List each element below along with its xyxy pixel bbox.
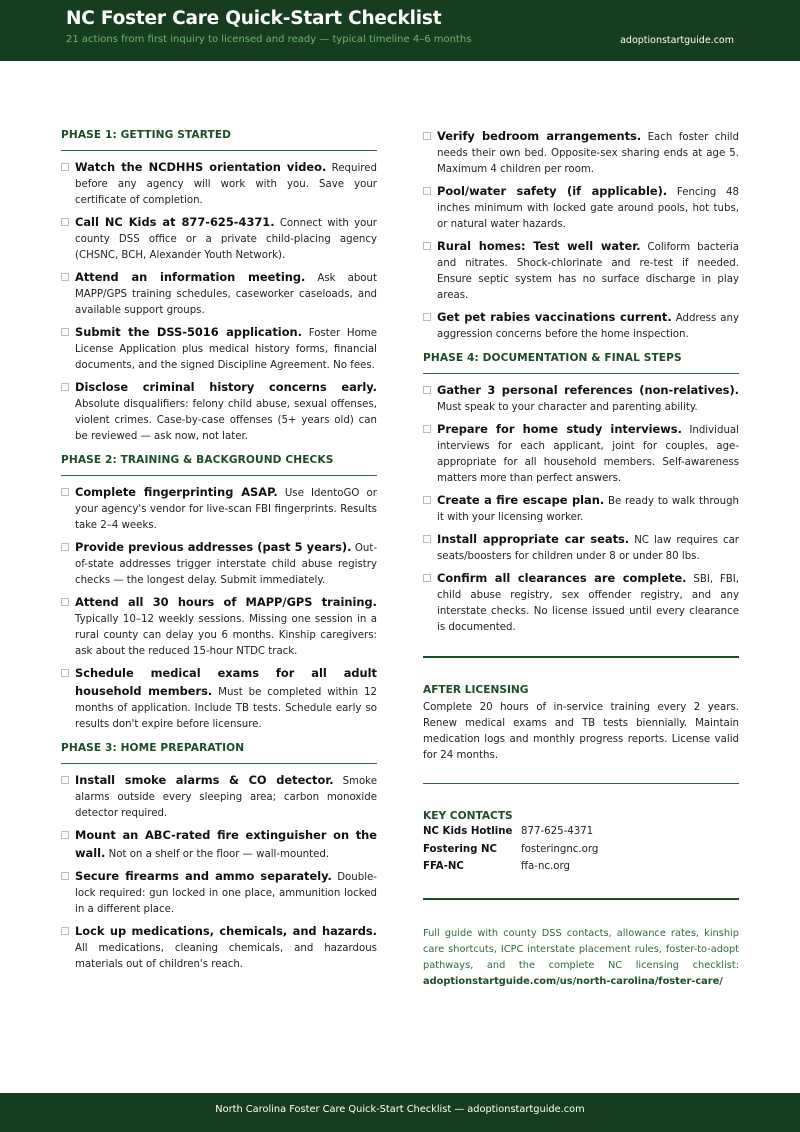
phase-1-heading: PHASE 1: GETTING STARTED bbox=[61, 126, 377, 151]
checklist-item-description: Fencing 48 inches minimum with locked gate around pools, hot tubs, or natural water hazards. bbox=[437, 187, 739, 230]
checkbox-icon[interactable] bbox=[423, 574, 431, 582]
checklist-item-title: Rural homes: Test well water. bbox=[437, 239, 641, 253]
contact-row bbox=[423, 858, 739, 876]
checklist-item-title: Gather 3 personal references (non-relatives). bbox=[437, 383, 739, 397]
checklist-item-title: Call NC Kids at 877-625-4371. bbox=[75, 215, 275, 229]
page-title: NC Foster Care Quick-Start Checklist bbox=[66, 8, 442, 29]
checklist-item-description: All medications, cleaning chemicals, and hazardous materials out of children's reach. bbox=[75, 943, 377, 970]
full-guide-text: Full guide with county DSS contacts, allowance rates, kinship care shortcuts, ICPC interstate placement rules, foster-to-adopt pathways, and the complete NC licensing checklist: bbox=[423, 927, 739, 971]
checklist-item-title: Confirm all clearances are complete. bbox=[437, 571, 687, 585]
checklist-item-description: Each foster child needs their own bed. Opposite-sex sharing ends at age 5. Maximum 4 children per room. bbox=[437, 132, 739, 175]
checklist-item bbox=[423, 309, 739, 343]
checklist-item-description: Required before any agency will work with you. Save your certificate of completion. bbox=[75, 163, 377, 206]
checklist-item-description: Be ready to walk through it with your licensing worker. bbox=[437, 496, 739, 523]
after-licensing-heading: AFTER LICENSING bbox=[423, 684, 529, 696]
checklist-item-title: Disclose criminal history concerns early. bbox=[75, 380, 377, 394]
page-subtitle: 21 actions from first inquiry to licensed and ready — typical timeline 4–6 months bbox=[66, 34, 472, 45]
checklist-item bbox=[61, 772, 377, 822]
checklist-item-description: Must speak to your character and parenting ability. bbox=[437, 402, 698, 413]
checklist-item-description: NC law requires car seats/boosters for children under 8 or under 80 lbs. bbox=[437, 535, 739, 562]
checklist-item-title: Install appropriate car seats. bbox=[437, 532, 630, 546]
checkbox-icon[interactable] bbox=[61, 488, 69, 496]
key-contacts-section bbox=[423, 810, 739, 876]
checklist-item-title: Attend all 30 hours of MAPP/GPS training. bbox=[75, 595, 377, 609]
checklist-item-title: Pool/water safety (if applicable). bbox=[437, 184, 668, 198]
checklist-item bbox=[61, 923, 377, 973]
contact-value-phone[interactable]: 877-625-4371 bbox=[521, 826, 594, 837]
right-column bbox=[423, 128, 739, 990]
checkbox-icon[interactable] bbox=[423, 535, 431, 543]
checkbox-icon[interactable] bbox=[61, 273, 69, 281]
checkbox-icon[interactable] bbox=[61, 163, 69, 171]
checklist-item-description: Connect with your county DSS office or a private child-placing agency (CHSNC, BCH, Alexander Youth Network). bbox=[75, 218, 377, 261]
checklist-item-title: Lock up medications, chemicals, and hazards. bbox=[75, 924, 377, 938]
checklist-item-title: Submit the DSS-5016 application. bbox=[75, 325, 302, 339]
checklist-item bbox=[423, 531, 739, 565]
checkbox-icon[interactable] bbox=[61, 598, 69, 606]
checklist-item-description: Coliform bacteria and nitrates. Shock-chlorinate and re-test if needed. Ensure septic system has no surface discharge in play areas. bbox=[437, 242, 739, 301]
checklist-item-description: Foster Home License Application plus medical history forms, financial documents, and the signed Discipline Agreement. No fees. bbox=[75, 328, 378, 371]
section-divider-thin bbox=[423, 783, 739, 784]
checkbox-icon[interactable] bbox=[61, 831, 69, 839]
checklist-item bbox=[423, 492, 739, 526]
checklist-item bbox=[423, 570, 739, 636]
checklist-item-title: Get pet rabies vaccinations current. bbox=[437, 310, 672, 324]
checklist-item-title: Verify bedroom arrangements. bbox=[437, 129, 642, 143]
checklist-item bbox=[61, 379, 377, 445]
checklist-item-description: Smoke alarms outside every sleeping area; carbon monoxide detector required. bbox=[75, 776, 377, 819]
key-contacts-heading: KEY CONTACTS bbox=[423, 810, 513, 822]
checkbox-icon[interactable] bbox=[61, 218, 69, 226]
checklist-item-title: Watch the NCDHHS orientation video. bbox=[75, 160, 327, 174]
checkbox-icon[interactable] bbox=[423, 132, 431, 140]
checklist-item-title: Install smoke alarms & CO detector. bbox=[75, 773, 334, 787]
contact-value-link[interactable]: ffa-nc.org bbox=[521, 861, 570, 872]
checklist-item bbox=[61, 214, 377, 264]
section-divider bbox=[423, 656, 739, 658]
contact-label: FFA-NC bbox=[423, 861, 464, 872]
checklist-item-title: Attend an information meeting. bbox=[75, 270, 306, 284]
contact-label: Fostering NC bbox=[423, 843, 497, 855]
contact-label: NC Kids Hotline bbox=[423, 826, 513, 837]
checklist-item bbox=[61, 594, 377, 660]
checklist-item-description: Ask about MAPP/GPS training schedules, caseworker caseloads, and available support groups. bbox=[75, 273, 377, 316]
checklist-item-title: Provide previous addresses (past 5 years). bbox=[75, 540, 352, 554]
after-licensing-section bbox=[423, 684, 739, 764]
phase-3-list-part2 bbox=[423, 128, 739, 343]
checkbox-icon[interactable] bbox=[423, 425, 431, 433]
contact-row bbox=[423, 841, 739, 859]
phase-2-list bbox=[61, 484, 377, 733]
after-licensing-text: Complete 20 hours of in-service training every 2 years. Renew medical exams and TB tests biennially. Maintain medication logs and monthly progress reports. License valid for 24 months. bbox=[423, 702, 739, 761]
phase-4-list bbox=[423, 382, 739, 636]
phase-4-heading: PHASE 4: DOCUMENTATION & FINAL STEPS bbox=[423, 349, 739, 374]
checklist-item bbox=[61, 665, 377, 733]
checklist-item bbox=[423, 183, 739, 233]
checklist-item bbox=[61, 159, 377, 209]
checklist-item-title: Mount an ABC-rated fire extinguisher on the wall. bbox=[75, 828, 377, 860]
phase-2-heading: PHASE 2: TRAINING & BACKGROUND CHECKS bbox=[61, 451, 377, 476]
checkbox-icon[interactable] bbox=[423, 386, 431, 394]
footer-text: North Carolina Foster Care Quick-Start Checklist — adoptionstartguide.com bbox=[215, 1104, 585, 1115]
phase-1-list bbox=[61, 159, 377, 445]
checkbox-icon[interactable] bbox=[423, 187, 431, 195]
checklist-item-title: Prepare for home study interviews. bbox=[437, 422, 682, 436]
checklist-item-description: Absolute disqualifiers: felony child abuse, sexual offenses, violent crimes. Case-by-case offenses (5+ years old) can be reviewed — ask now, not later. bbox=[75, 399, 377, 442]
checkbox-icon[interactable] bbox=[61, 776, 69, 784]
checklist-item-description: Use IdentoGO or your agency's vendor for live-scan FBI fingerprints. Results take 2–4 weeks. bbox=[75, 488, 377, 531]
checklist-item-description: SBI, FBI, child abuse registry, sex offender registry, and any interstate checks. No license issued until every clearance is documented. bbox=[437, 574, 740, 633]
checklist-item-description: Double-lock required: gun locked in one place, ammunition locked in a different place. bbox=[75, 872, 377, 915]
checklist-item-title: Secure firearms and ammo separately. bbox=[75, 869, 332, 883]
checkbox-icon[interactable] bbox=[423, 496, 431, 504]
contact-value-link[interactable]: fosteringnc.org bbox=[521, 843, 599, 855]
checklist-item bbox=[61, 324, 377, 374]
checklist-item bbox=[61, 269, 377, 319]
checklist-item-title: Schedule medical exams for all adult household members. bbox=[75, 666, 377, 698]
contact-row bbox=[423, 823, 739, 841]
checkbox-icon[interactable] bbox=[61, 927, 69, 935]
checklist-item-description: Out-of-state addresses trigger interstate child abuse registry checks — the longest delay. Submit immediately. bbox=[75, 543, 377, 586]
checkbox-icon[interactable] bbox=[61, 328, 69, 336]
full-guide-link[interactable]: adoptionstartguide.com/us/north-carolina/foster-care/ bbox=[423, 975, 723, 987]
checkbox-icon[interactable] bbox=[61, 872, 69, 880]
checklist-item-title: Complete fingerprinting ASAP. bbox=[75, 485, 278, 499]
checklist-item bbox=[61, 484, 377, 534]
checklist-item-description: Not on a shelf or the floor — wall-mounted. bbox=[108, 849, 330, 860]
checkbox-icon[interactable] bbox=[423, 242, 431, 250]
page-footer bbox=[0, 1093, 800, 1132]
checklist-item bbox=[61, 827, 377, 863]
checklist-item bbox=[423, 382, 739, 416]
header-site-link[interactable]: adoptionstartguide.com bbox=[620, 35, 734, 46]
checklist-item bbox=[61, 539, 377, 589]
page-header bbox=[0, 0, 800, 61]
checklist-item-description: Individual interviews for each applicant, joint for couples, age-appropriate for all household members. Self-awareness matters more than perfect answers. bbox=[437, 425, 739, 484]
checklist-item-description: Address any aggression concerns before the home inspection. bbox=[437, 313, 739, 340]
checklist-item-description: Typically 10–12 weekly sessions. Missing one session in a rural county can delay you 6 months. Kinship caregivers: ask about the reduced 15-hour NTDC track. bbox=[75, 614, 377, 657]
checkbox-icon[interactable] bbox=[61, 543, 69, 551]
phase-3-heading: PHASE 3: HOME PREPARATION bbox=[61, 739, 377, 764]
checkbox-icon[interactable] bbox=[61, 669, 69, 677]
checklist-item bbox=[423, 238, 739, 304]
section-divider bbox=[423, 898, 739, 900]
checklist-item bbox=[423, 421, 739, 487]
phase-3-list-part1 bbox=[61, 772, 377, 973]
checklist-item-title: Create a fire escape plan. bbox=[437, 493, 605, 507]
checkbox-icon[interactable] bbox=[423, 313, 431, 321]
full-guide-note bbox=[423, 926, 739, 990]
checklist-item bbox=[61, 868, 377, 918]
left-column bbox=[61, 126, 377, 978]
checkbox-icon[interactable] bbox=[61, 383, 69, 391]
checklist-item-description: Must be completed within 12 months of application. Include TB tests. Schedule early so results don't expire before licensure. bbox=[75, 687, 378, 730]
checklist-item bbox=[423, 128, 739, 178]
